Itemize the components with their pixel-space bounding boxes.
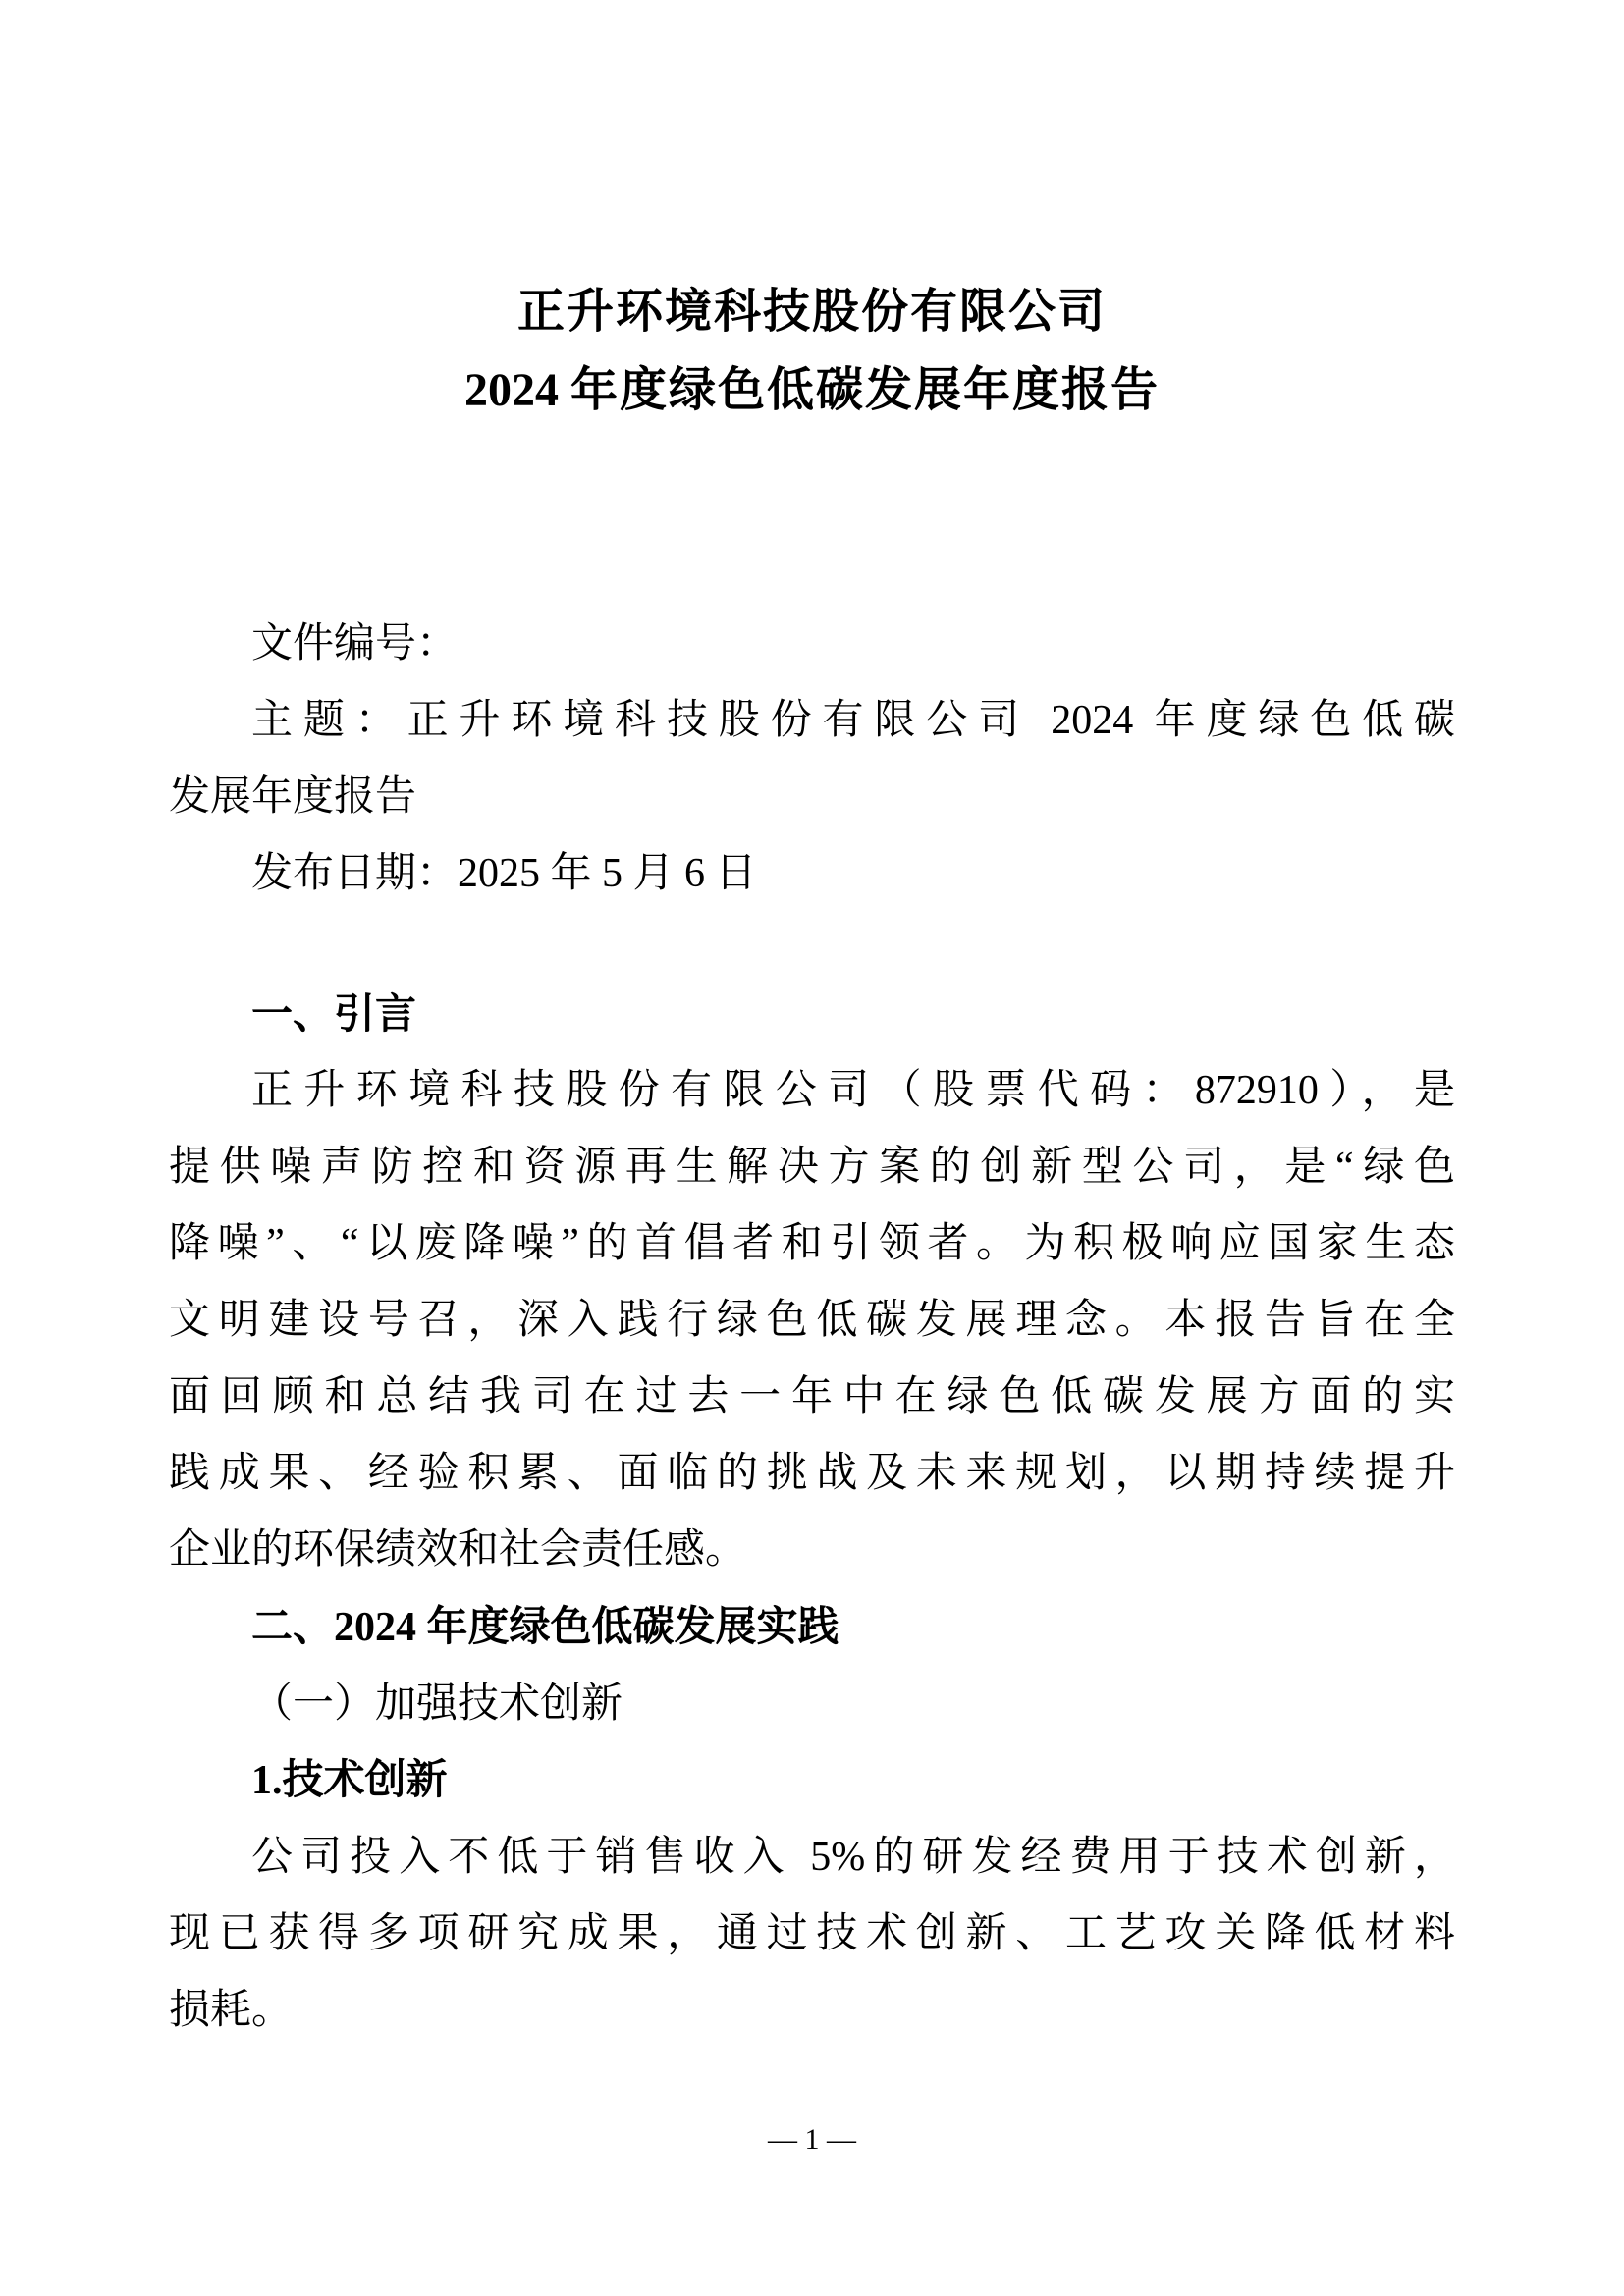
footer-page-number: — 1 — [768,2123,856,2156]
meta-subject-line2: 发展年度报告 [169,774,417,820]
paragraph2-line2: 现已获得多项研究成果，通过技术创新、工艺攻关降低材料 [169,1911,1455,1956]
section2-heading-pre: 二、 [251,1603,335,1649]
section2-item-heading: 1.技术创新 [251,1758,448,1803]
paragraph2-line1: 公司投入不低于销售收入 5%的研发经费用于技术创新， [251,1835,1455,1880]
meta-subject-line1: 主题：正升环境科技股份有限公司 2024 年度绿色低碳 [251,698,1455,743]
section2-sub-heading: （一）加强技术创新 [251,1682,623,1727]
section2-heading-year: 2024 [334,1605,427,1650]
doc-title-line2 [0,351,1624,430]
paragraph1-line3: 降噪”、“以废降噪”的首倡者和引领者。为积极响应国家生态 [169,1221,1455,1266]
document-body [169,606,1455,2049]
paragraph1-line6: 践成果、经验积累、面临的挑战及未来规划，以期持续提升 [169,1451,1455,1496]
paragraph1-line5: 面回顾和总结我司在过去一年中在绿色低碳发展方面的实 [169,1374,1455,1419]
meta-publish-date: 发布日期：2025 年 5 月 6 日 [251,851,757,896]
paragraph2-line3: 损耗。 [169,1988,294,2033]
paragraph1-line1: 正升环境科技股份有限公司（股票代码：872910），是 [251,1068,1455,1113]
paragraph1-line4: 文明建设号召，深入践行绿色低碳发展理念。本报告旨在全 [169,1298,1455,1343]
doc-title [0,0,1624,430]
paragraph1-line7: 企业的环保绩效和社会责任感。 [169,1527,747,1573]
doc-title-line2-text: 年度绿色低碳发展年度报告 [569,364,1160,416]
meta-doc-number: 文件编号： [251,621,459,667]
doc-title-line1: 正升环境科技股份有限公司 [516,286,1107,338]
section2-heading [169,1588,1455,1666]
paragraph1-line2: 提供噪声防控和资源再生解决方案的创新型公司，是“绿色 [169,1145,1455,1190]
doc-title-year: 2024 [463,364,570,416]
section2-heading-text: 年度绿色低碳发展实践 [426,1603,839,1649]
section1-heading: 一、引言 [251,990,417,1037]
